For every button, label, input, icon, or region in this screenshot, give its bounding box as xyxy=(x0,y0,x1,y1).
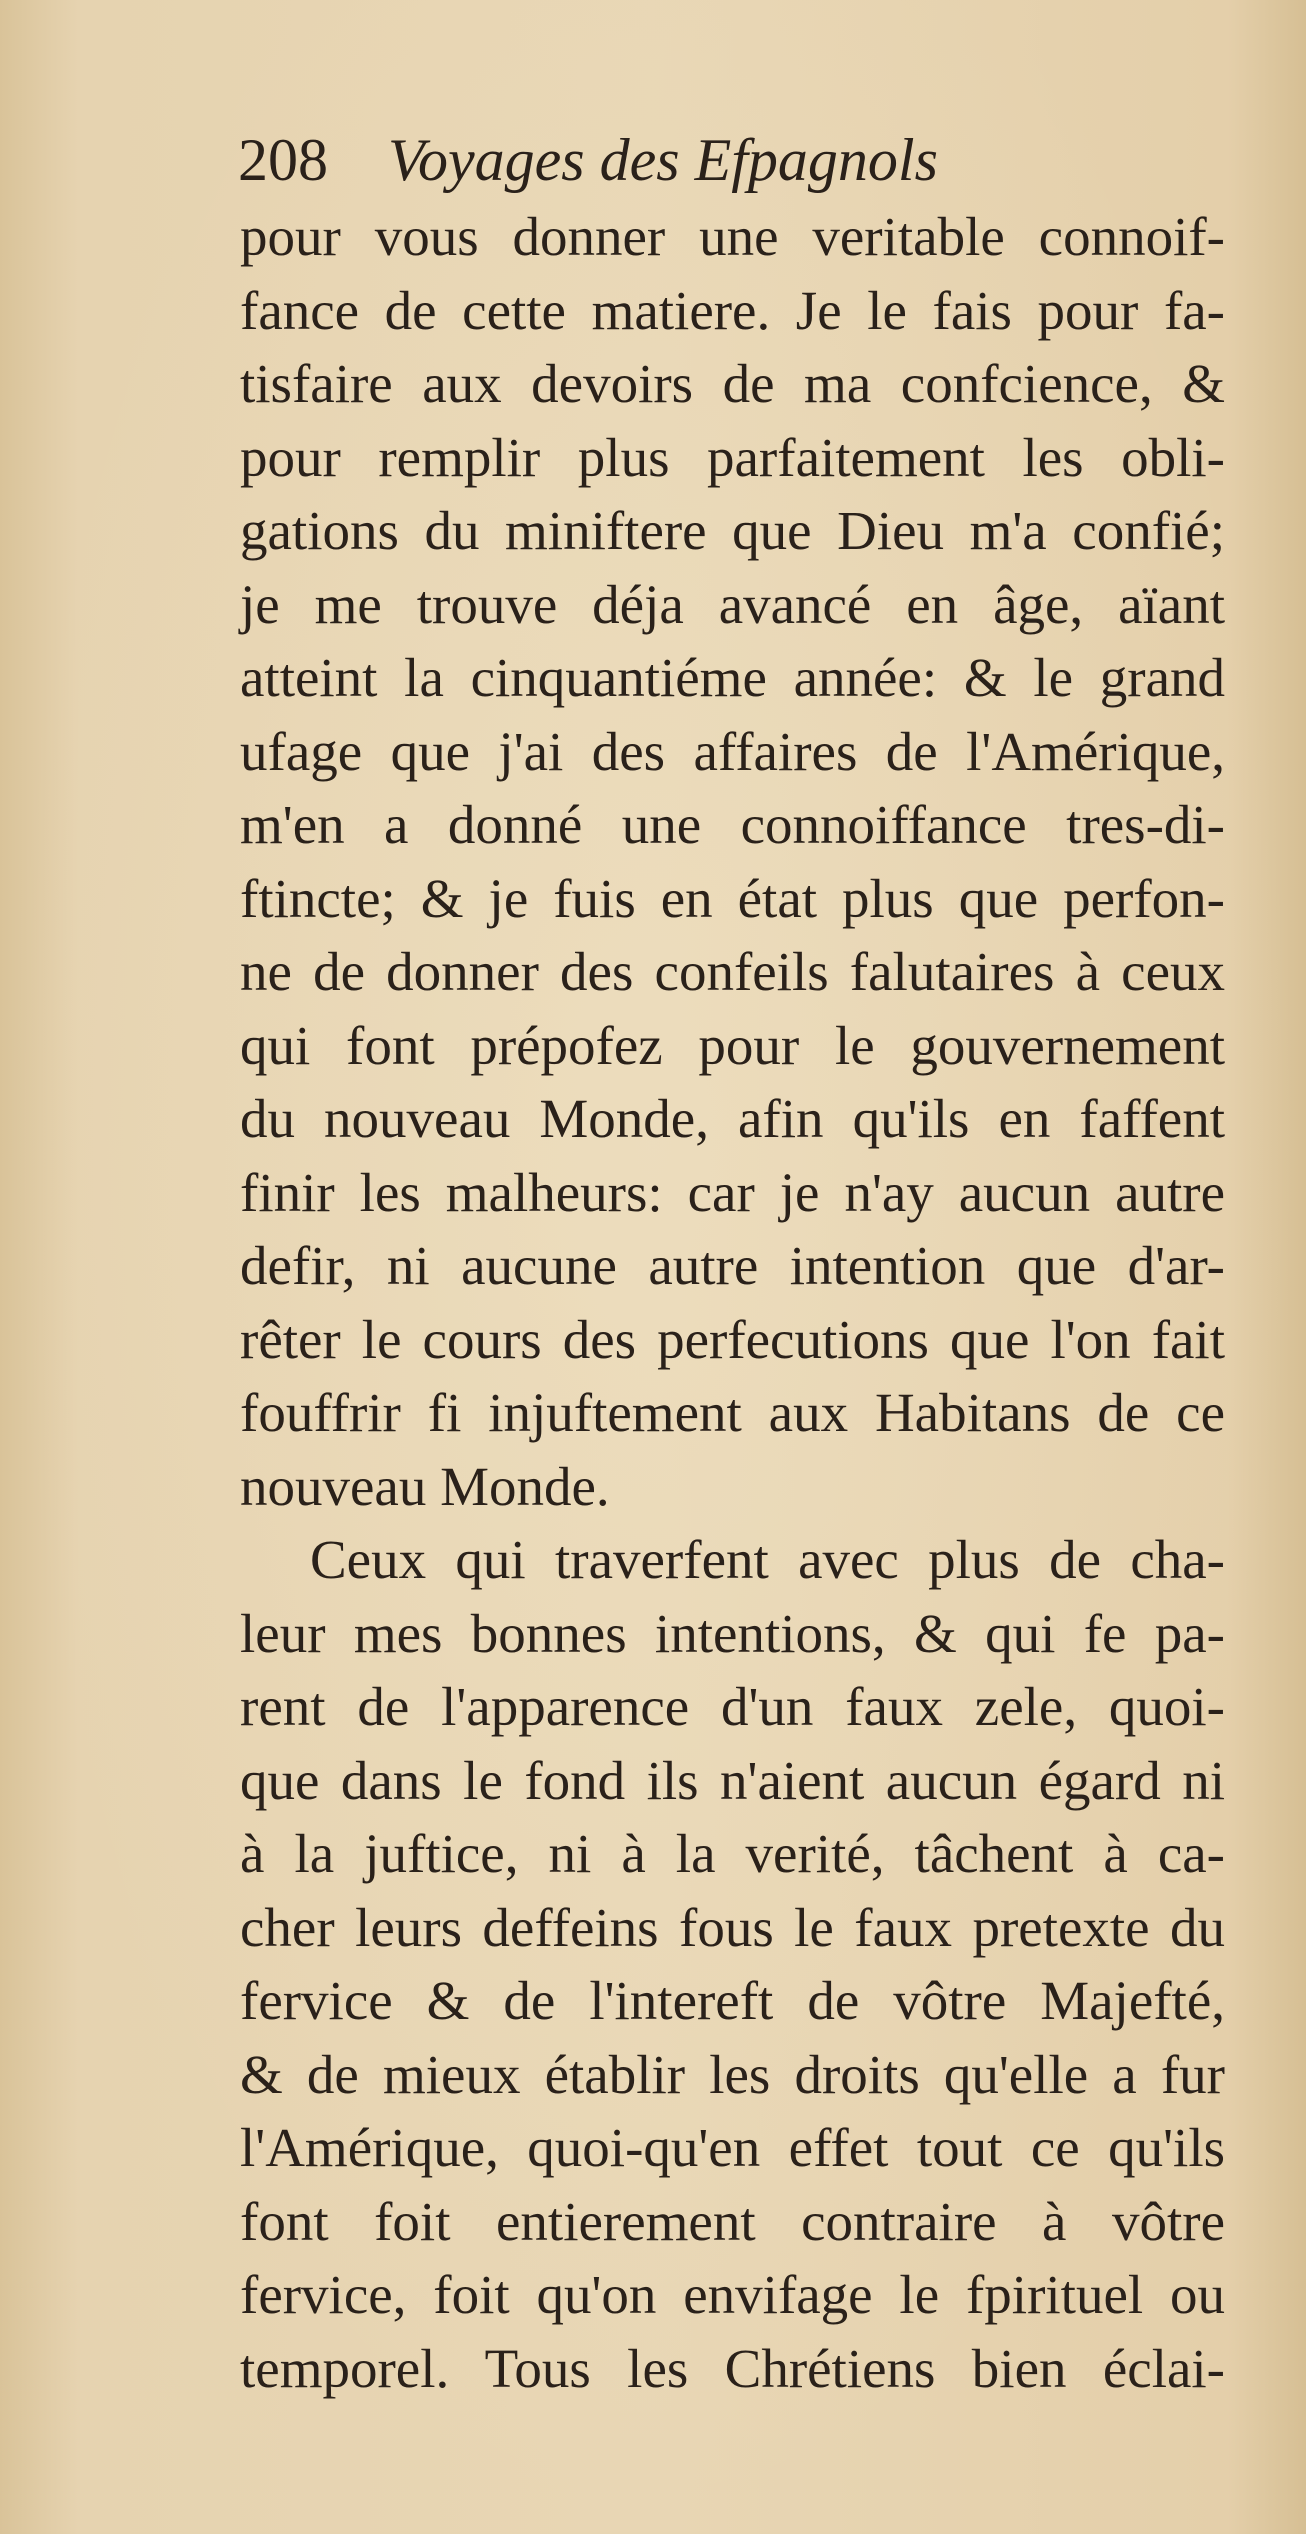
running-head xyxy=(238,118,1238,202)
text-line: & de mieux établir les droits qu'elle a fur xyxy=(240,2043,1225,2105)
text-line: nouveau Monde. xyxy=(240,1455,610,1517)
body-text xyxy=(240,200,1225,2405)
text-line: rêter le cours des perfecutions que l'on fait xyxy=(240,1308,1225,1370)
page-number: 208 xyxy=(238,127,328,193)
text-line: ne de donner des confeils falutaires à ceux xyxy=(240,941,1225,1002)
text-line: fervice, foit qu'on envifage le fpirituel ou xyxy=(240,2264,1225,2325)
text-line: temporel. Tous les Chrétiens bien éclai- xyxy=(240,2337,1225,2399)
text-line: font foit entierement contraire à vôtre xyxy=(240,2190,1225,2252)
text-line: gations du miniftere que Dieu m'a confié; xyxy=(240,500,1225,561)
text-line: tisfaire aux devoirs de ma confcience, & xyxy=(240,353,1225,414)
text-line: atteint la cinquantiéme année: & le grand xyxy=(240,647,1225,708)
text-line: qui font prépofez pour le gouvernement xyxy=(240,1014,1225,1076)
text-line: que dans le fond ils n'aient aucun égard ni xyxy=(240,1749,1225,1811)
text-line: pour remplir plus parfaitement les obli- xyxy=(240,426,1225,488)
text-line: m'en a donné une connoiffance tres-di- xyxy=(240,794,1225,855)
text-line: rent de l'apparence d'un faux zele, quoi- xyxy=(240,1676,1225,1737)
text-line: je me trouve déja avancé en âge, aïant xyxy=(240,573,1225,635)
text-line: l'Amérique, quoi-qu'en effet tout ce qu'ils xyxy=(240,2117,1225,2178)
text-line: Ceux qui traverfent avec plus de cha- xyxy=(310,1529,1225,1590)
text-line: cher leurs deffeins fous le faux pretexte du xyxy=(240,1896,1225,1958)
text-line: finir les malheurs: car je n'ay aucun autre xyxy=(240,1161,1225,1223)
text-line: ftincte; & je fuis en état plus que perfon- xyxy=(240,867,1225,929)
text-line: du nouveau Monde, afin qu'ils en faffent xyxy=(240,1088,1225,1149)
text-line: fance de cette matiere. Je le fais pour fa- xyxy=(240,279,1225,341)
text-line: ufage que j'ai des affaires de l'Amérique, xyxy=(240,720,1225,782)
text-line: leur mes bonnes intentions, & qui fe pa- xyxy=(240,1602,1225,1664)
paragraph xyxy=(240,1523,1225,2405)
running-title: Voyages des Efpagnols xyxy=(388,127,938,193)
text-line: fouffrir fi injuftement aux Habitans de ce xyxy=(240,1382,1225,1443)
text-line: defir, ni aucune autre intention que d'ar- xyxy=(240,1235,1225,1296)
text-line: à la juftice, ni à la verité, tâchent à ca- xyxy=(240,1823,1225,1884)
text-line: pour vous donner une veritable connoif- xyxy=(240,206,1225,267)
text-line: fervice & de l'intereft de vôtre Majefté, xyxy=(240,1970,1225,2031)
paragraph xyxy=(240,200,1225,1523)
